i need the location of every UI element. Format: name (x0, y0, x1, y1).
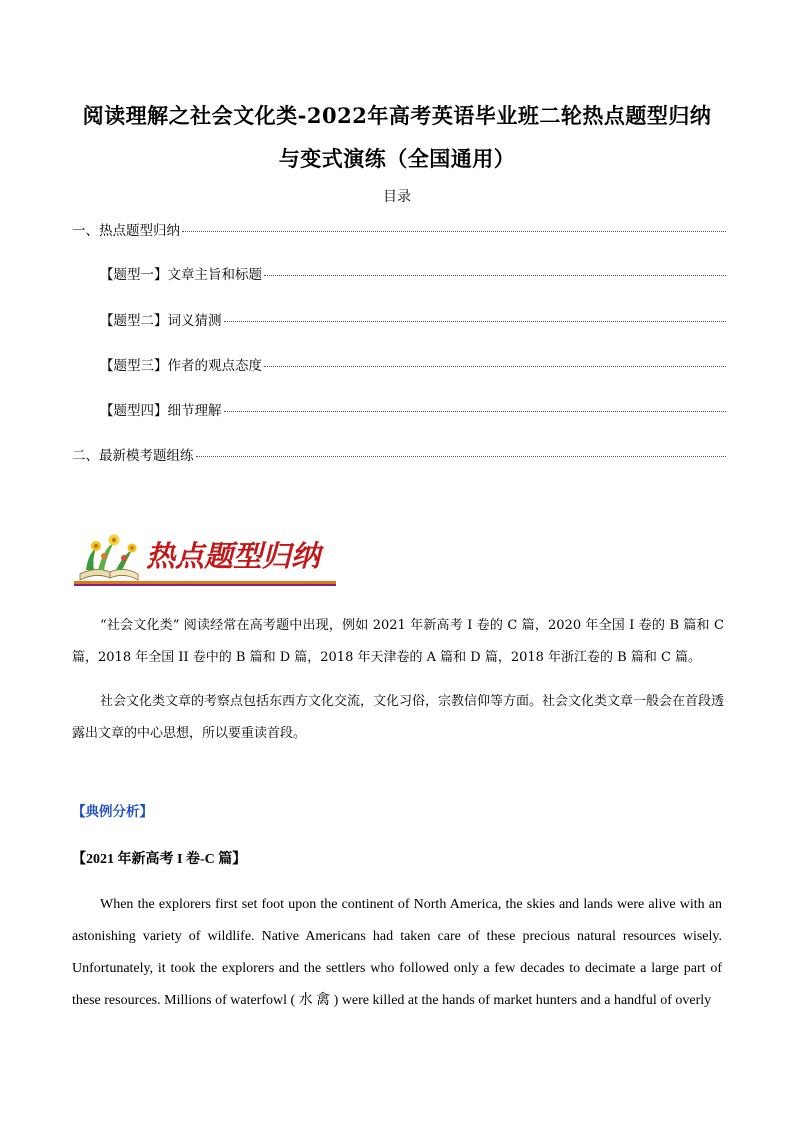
toc-leader-dots (224, 321, 727, 322)
banner-title: 热点题型归纳 (146, 539, 321, 573)
example-analysis-tag: 【典例分析】 (72, 804, 153, 820)
toc-item-type-1[interactable] (100, 263, 726, 283)
toc-item-hot-types[interactable] (72, 219, 726, 239)
toc-leader-dots (182, 231, 726, 232)
toc-item-label: 【题型一】文章主旨和标题 (100, 267, 262, 283)
document-title-line-1: 阅读理解之社会文化类-2022年高考英语毕业班二轮热点题型归纳 (82, 103, 712, 128)
reading-passage: When the explorers first set foot upon the continent of North America, the skies and lands were alive with an astonishing variety of wildlife. Native Americans had taken care of these precious natural resources wisely. Unfortunately, it took the explorers and the settlers who followed only a few decades to decimate a large part of these resources. Millions of waterfowl ( 水 禽 ) were killed at the hands of market hunters and a handful of overly (72, 897, 722, 1008)
toc-item-type-4[interactable] (100, 399, 726, 419)
open-book-flowers-icon (80, 535, 138, 581)
toc-item-type-2[interactable] (100, 309, 726, 329)
toc-item-type-3[interactable] (100, 354, 726, 374)
toc-item-label: 【题型二】词义猜测 (100, 313, 222, 329)
toc-leader-dots (264, 366, 726, 367)
toc-item-label: 二、最新模考题组练 (72, 448, 194, 464)
toc-item-label: 一、热点题型归纳 (72, 223, 180, 239)
toc-leader-dots (264, 275, 726, 276)
source-tag: 【2021 年新高考 I 卷-C 篇】 (72, 852, 247, 867)
toc-leader-dots (224, 411, 727, 412)
document-title-line-2: 与变式演练（全国通用） (278, 146, 516, 171)
intro-paragraph-2: 社会文化类文章的考察点包括东西方文化交流，文化习俗，宗教信仰等方面。社会文化类文章一般会在首段透露出文章的中心思想，所以要重读首段。 (72, 694, 725, 741)
toc-leader-dots (196, 456, 727, 457)
intro-paragraph-1: “社会文化类” 阅读经常在高考题中出现，例如 2021 年新高考 I 卷的 C 篇，2020 年全国 I 卷的 B 篇和 C 篇，2018 年全国 II 卷中的 B 篇和 D 篇，2018 年天津卷的 A 篇和 D 篇，2018 年浙江卷的 B 篇和 C 篇。 (72, 618, 724, 665)
toc-item-label: 【题型三】作者的观点态度 (100, 358, 262, 374)
toc-heading: 目录 (383, 189, 411, 205)
toc-item-label: 【题型四】细节理解 (100, 403, 222, 419)
section-banner (74, 530, 336, 588)
toc-item-mock-exams[interactable] (72, 444, 726, 464)
banner-underline (74, 581, 336, 584)
banner-underline-accent (74, 584, 336, 586)
